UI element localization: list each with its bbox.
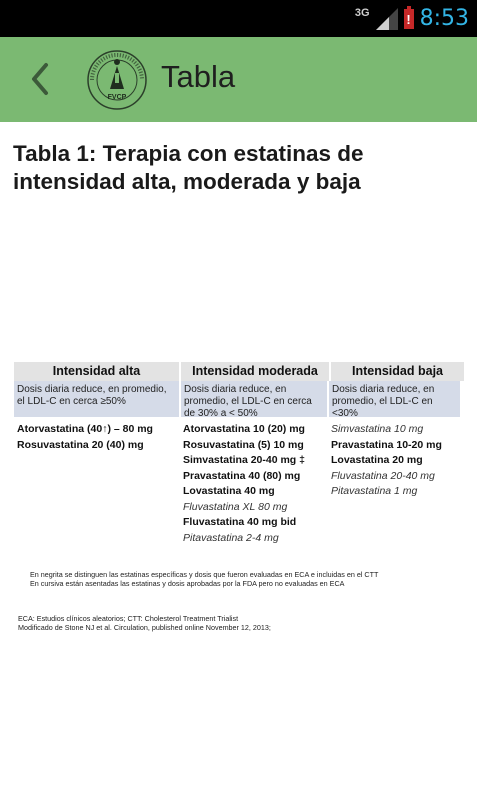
col-low <box>327 422 460 546</box>
drug-item: Fluvastatina 20-40 mg <box>331 469 435 482</box>
drug-item: Pitavastatina 1 mg <box>331 485 418 497</box>
statin-table <box>14 362 464 546</box>
drug-item: Fluvastatina 40 mg bid <box>183 516 297 528</box>
svg-text:FVCP: FVCP <box>107 94 127 101</box>
ref-abbreviations: ECA: Estudios clínicos aleatorios; CTT: Cholesterol Treatment Trialist <box>18 614 239 623</box>
col-high <box>14 422 179 546</box>
app-bar <box>0 37 477 122</box>
table-subheader-row <box>14 381 464 417</box>
signal-icon <box>376 8 398 30</box>
table-notes <box>30 570 378 588</box>
drug-item: Simvastatina 20-40 mg ‡ <box>183 454 305 466</box>
drug-item: Atorvastatina (40↑) – 80 mg <box>17 423 153 435</box>
network-type: 3G <box>354 6 370 19</box>
references <box>18 614 271 632</box>
fvcp-logo <box>86 49 148 111</box>
drug-item: Pravastatina 10-20 mg <box>331 438 442 451</box>
header-moderate: Intensidad moderada <box>179 362 329 381</box>
header-high: Intensidad alta <box>14 362 179 381</box>
page-title: Tabla <box>161 59 236 94</box>
col-moderate <box>179 422 327 546</box>
status-bar <box>0 0 477 37</box>
note-bold: En negrita se distinguen las estatinas específicas y dosis que fueron evaluadas en ECA e incluidas en el CTT <box>30 570 379 579</box>
drug-rows <box>14 422 464 546</box>
document-view[interactable] <box>0 122 477 798</box>
subheader-high: Dosis diaria reduce, en promedio, el LDL-C en cerca ≥50% <box>14 381 179 417</box>
note-italic: En cursiva están asentadas las estatinas y dosis aprobadas por la FDA pero no evaluadas en ECA <box>30 579 345 588</box>
drug-item: Lovastatina 40 mg <box>183 485 275 497</box>
battery-alert-icon: ! <box>404 9 414 29</box>
drug-item: Rosuvastatina (5) 10 mg <box>183 438 304 451</box>
clock: 8:53 <box>419 6 469 31</box>
title-line-1: Tabla 1: Terapia con estatinas de <box>13 141 364 166</box>
ref-source: Modificado de Stone NJ et al. Circulation, published online November 12, 2013; <box>18 623 271 632</box>
drug-item: Lovastatina 20 mg <box>331 454 423 466</box>
document-title <box>13 140 463 196</box>
drug-item: Atorvastatina 10 (20) mg <box>183 423 305 435</box>
table-header-row <box>14 362 464 381</box>
title-line-2: intensidad alta, moderada y baja <box>13 169 361 194</box>
drug-item: Rosuvastatina 20 (40) mg <box>17 438 144 451</box>
subheader-low: Dosis diaria reduce, en promedio, el LDL-C en <30% <box>327 381 460 417</box>
subheader-moderate: Dosis diaria reduce, en promedio, el LDL-C en cerca de 30% a < 50% <box>179 381 327 417</box>
drug-item: Pravastatina 40 (80) mg <box>183 469 301 482</box>
back-arrow-icon[interactable] <box>26 61 56 97</box>
drug-item: Pitavastatina 2-4 mg <box>183 531 279 544</box>
drug-item: Simvastatina 10 mg <box>331 423 424 435</box>
drug-item: Fluvastatina XL 80 mg <box>183 500 288 513</box>
header-low: Intensidad baja <box>329 362 464 381</box>
